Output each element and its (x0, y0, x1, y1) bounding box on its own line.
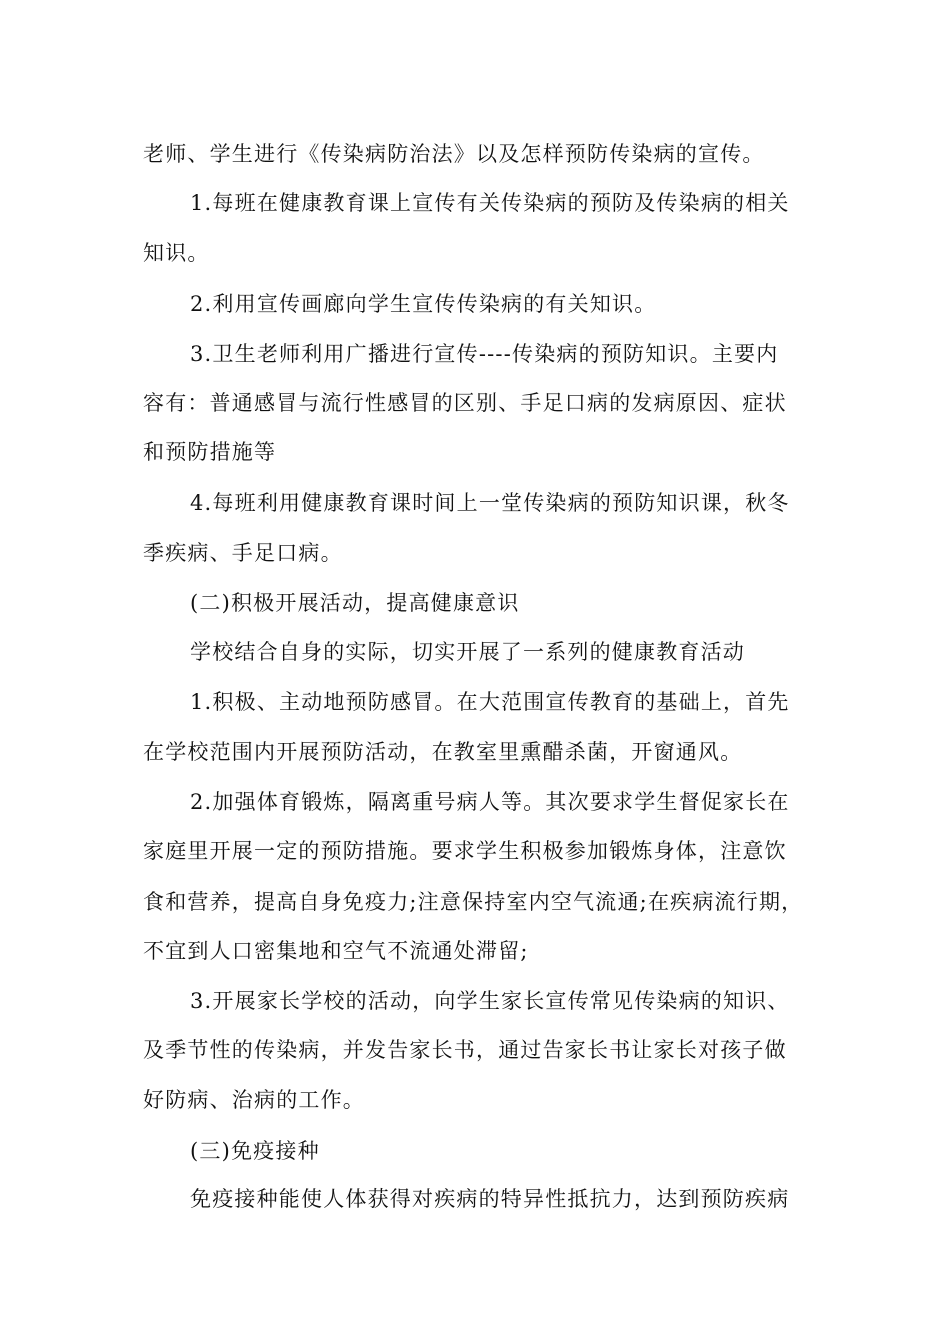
text-line: 食和营养，提高自身免疫力;注意保持室内空气流通;在疾病流行期， (143, 890, 804, 914)
text-line: 季疾病、手足口病。 (143, 541, 343, 565)
text-line: 1.每班在健康教育课上宣传有关传染病的预防及传染病的相关 (190, 191, 790, 215)
text-line: 1.积极、主动地预防感冒。在大范围宣传教育的基础上，首先 (190, 690, 790, 714)
text-line: 在学校范围内开展预防活动，在教室里熏醋杀菌，开窗通风。 (143, 740, 743, 764)
text-line: 家庭里开展一定的预防措施。要求学生积极参加锻炼身体，注意饮 (143, 839, 787, 863)
text-line: 学校结合自身的实际，切实开展了一系列的健康教育活动 (190, 640, 745, 664)
text-line: 知识。 (143, 241, 210, 265)
text-line: 2.利用宣传画廊向学生宣传传染病的有关知识。 (190, 292, 657, 316)
text-line: 容有：普通感冒与流行性感冒的区别、手足口病的发病原因、症状 (143, 391, 787, 415)
text-line: 免疫接种能使人体获得对疾病的特异性抵抗力，达到预防疾病 (190, 1187, 790, 1211)
text-line: 好防病、治病的工作。 (143, 1088, 365, 1112)
text-line: 和预防措施等 (143, 440, 277, 464)
text-line: 4.每班利用健康教育课时间上一堂传染病的预防知识课，秋冬 (190, 491, 790, 515)
text-line: 3.开展家长学校的活动，向学生家长宣传常见传染病的知识、 (190, 989, 790, 1013)
section-heading: (三)免疫接种 (190, 1139, 320, 1163)
text-line: 老师、学生进行《传染病防治法》以及怎样预防传染病的宣传。 (143, 142, 765, 166)
text-line: 2.加强体育锻炼，隔离重号病人等。其次要求学生督促家长在 (190, 790, 790, 814)
text-line: 不宜到人口密集地和空气不流通处滞留; (143, 939, 529, 963)
section-heading: (二)积极开展活动，提高健康意识 (190, 591, 520, 615)
text-line: 及季节性的传染病，并发告家长书，通过告家长书让家长对孩子做 (143, 1038, 787, 1062)
text-line: 3.卫生老师利用广播进行宣传----传染病的预防知识。主要内 (190, 342, 779, 366)
